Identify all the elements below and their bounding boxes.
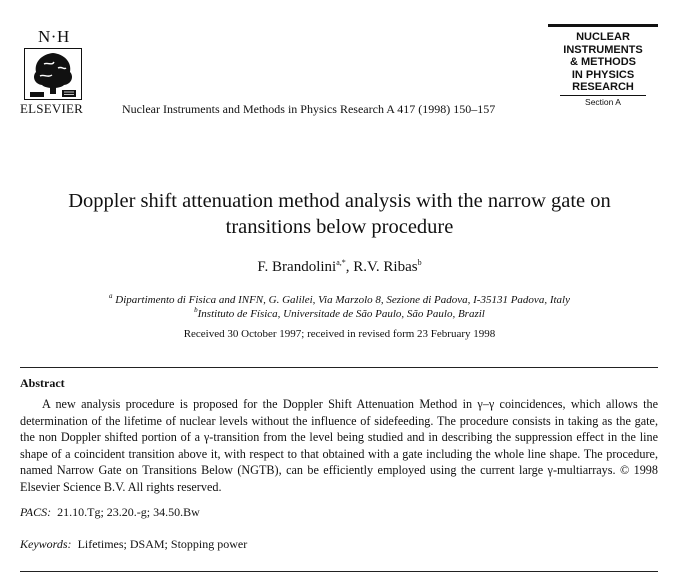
affiliation [0,306,679,320]
journal-box-line: RESEARCH [572,81,634,93]
author-separator: , [345,259,354,275]
keywords-line [20,537,247,552]
title-line: transitions below procedure [225,216,454,238]
abstract-heading: Abstract [20,376,65,390]
publisher-monogram: N·H [38,27,70,46]
received-dates: Received 30 October 1997; received in revised form 23 February 1998 [183,328,496,340]
elsevier-tree-logo-icon [24,48,82,100]
author-affiliation-mark: a,* [336,258,346,267]
pacs-line [20,505,200,520]
author-name: R.V. Ribas [353,259,418,275]
journal-section-label: Section A [560,95,646,107]
publisher-name: ELSEVIER [20,101,83,116]
journal-box-line: IN PHYSICS [571,68,635,81]
journal-box-line: & METHODS [570,56,636,68]
affiliation-mark: a [109,292,113,300]
keywords-label: Keywords: [20,537,72,551]
abstract-body: A new analysis procedure is proposed for the Doppler Shift Attenuation Method in γ–γ coincidences, which allows the determination of the lifetime of nuclear levels without the influence of sidefeeding. The procedure consists in taking as the gate, the non Doppler shifted portion of a γ-transition from the level being studied and in describing the suppression effect in the line shape of a coincident transition above it, with respect to that obtained with a gate including the whole line shape. The procedure, named Narrow Gate on Transitions Below (NGTB), can be efficiently employed using the current large γ-multiarrays. © 1998 Elsevier Science B.V. All rights reserved. [20,397,658,494]
journal-box-line: INSTRUMENTS [563,43,643,56]
journal-title-box [548,24,658,107]
author-list [0,258,679,276]
pacs-label: PACS: [20,505,52,519]
author-name: F. Brandolini [257,259,337,275]
author-affiliation-mark: b [417,258,422,267]
title-line: Doppler shift attenuation method analysis with the narrow gate on [68,190,611,212]
keywords-value: Lifetimes; DSAM; Stopping power [77,537,248,551]
journal-box-line: NUCLEAR [576,31,630,43]
article-title [0,188,679,240]
affiliation-text: Instituto de Física, Universitade de São Paulo, São Paulo, Brazil [197,308,485,320]
pacs-value: 21.10.Tg; 23.20.-g; 34.50.Bw [57,505,200,519]
divider [20,367,658,368]
divider [20,571,658,572]
affiliation-text: Dipartimento di Fisica and INFN, G. Galilei, Via Marzolo 8, Sezione di Padova, I-35131 Padova, Italy [115,294,570,306]
affiliation-mark: b [194,306,198,314]
affiliation [0,292,679,306]
journal-citation: Nuclear Instruments and Methods in Physics Research A 417 (1998) 150–157 [122,102,496,116]
